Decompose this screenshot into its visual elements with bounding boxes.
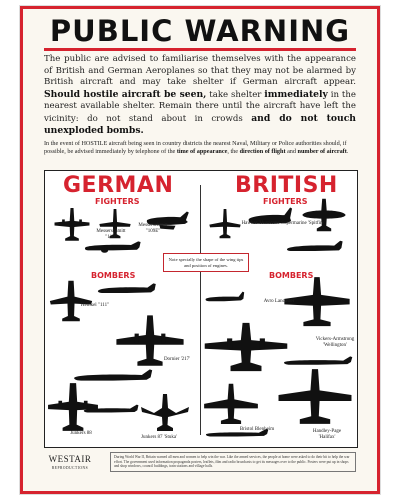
intro-text-1: The public are advised to familiarise themselves with the appearance of British and German Aeroplanes so that they may not be alarmed by British aircraft and may take shelter if German aircraft appear. xyxy=(44,54,356,87)
german-title: GERMAN xyxy=(63,173,174,198)
poster-frame-right xyxy=(377,6,380,494)
advice-text-2: , the xyxy=(227,148,240,156)
german-bombers-heading: BOMBERS xyxy=(91,271,136,280)
advice-bold-1: time of appearance xyxy=(176,148,228,156)
me109-label: Messerschmitt "109E" xyxy=(138,223,168,234)
spitfire-label: Supermarine 'Spitfire' xyxy=(281,221,325,226)
warning-poster xyxy=(20,6,380,494)
logo-subtitle: REPRODUCTIONS xyxy=(51,466,89,470)
headline-rule xyxy=(44,48,356,51)
poster-footer xyxy=(44,450,356,486)
dornier-label: Dornier '217' xyxy=(163,357,191,362)
wing-tip-note: Note specially the shape of the wing tips and position of engines. xyxy=(163,253,249,272)
aircraft-identification-chart xyxy=(44,170,358,448)
history-footnote: During World War II, Britain warned all men and women to help win the war. Like the armed services, the people at home were asked to do their bit to help the war effort. The government used information propaganda posters, leaflets, film and radio broadcasts to get its messages over to the public. Posters were put up in shops and shop windows, council buildings, train stations and village halls. xyxy=(110,452,356,472)
me109-side-silhouette xyxy=(141,203,191,241)
advice-text-4: . xyxy=(346,148,349,156)
westair-logo xyxy=(44,450,96,478)
blenheim-top-silhouette xyxy=(203,381,259,429)
advice-paragraph xyxy=(44,140,356,157)
hurricane-top-silhouette xyxy=(205,207,245,241)
heinkel-side-silhouette xyxy=(97,281,157,299)
intro-bold-2: immediately xyxy=(264,88,328,100)
advice-bold-2: direction of flight xyxy=(239,148,286,156)
advice-text-3: and xyxy=(285,148,298,156)
ju88-label: Junkers 88 xyxy=(70,431,92,436)
heinkel-top-silhouette xyxy=(49,279,93,323)
intro-bold-1: Should hostile aircraft be seen, xyxy=(44,88,207,100)
poster-frame-left xyxy=(20,6,23,494)
wellington-label: Vickers-Armstrong 'Wellington' xyxy=(315,337,355,348)
me110-label: Messerschmitt "110" xyxy=(96,229,126,240)
intro-text-3: in the nearest available shelter. Remain there until the aircraft have left the vicinity: do not stand about in crowds xyxy=(44,89,356,124)
ju88-side-silhouette xyxy=(81,403,141,417)
poster-frame-top xyxy=(20,6,380,9)
hurricane-label: Hawker 'Hurricane' xyxy=(241,221,281,226)
intro-text-2: take shelter xyxy=(206,89,265,100)
intro-paragraph xyxy=(44,54,356,138)
british-title: BRITISH xyxy=(235,173,338,198)
heinkel-label: Heinkel "111" xyxy=(80,303,110,308)
me110-side-silhouette xyxy=(77,239,149,257)
spitfire-top-silhouette xyxy=(299,197,349,233)
german-fighters-heading: FIGHTERS xyxy=(95,197,140,206)
hurricane-side-silhouette xyxy=(245,199,293,239)
me110-top-silhouette xyxy=(51,205,93,243)
british-fighters-heading: FIGHTERS xyxy=(263,197,308,206)
british-bombers-heading: BOMBERS xyxy=(269,271,314,280)
chart-divider xyxy=(200,185,201,435)
logo-wordmark: WESTAIR xyxy=(48,454,92,464)
lancaster-label: Avro Lancaster xyxy=(263,299,295,304)
advice-bold-3: number of aircraft xyxy=(297,148,347,156)
poster-frame-bottom xyxy=(20,491,380,494)
halifax-top-silhouette xyxy=(277,367,353,429)
halifax-label: Handley-Page 'Halifax' xyxy=(312,429,342,440)
blenheim-label: Bristol Blenheim xyxy=(239,427,275,432)
spitfire-side-silhouette xyxy=(283,239,347,257)
intro-bold-3: and do not touch unexploded bombs. xyxy=(44,112,356,136)
advice-text-1: In the event of HOSTILE aircraft being seen in country districts the nearest Naval, Military or Police authorities should, if possible, be advised immediately by telephone of the xyxy=(44,140,347,156)
poster-headline: PUBLIC WARNING xyxy=(49,14,351,48)
ju87-top-silhouette xyxy=(137,393,193,433)
ju87-label: Junkers 87 'Stuka' xyxy=(141,435,177,440)
lancaster-side-silhouette xyxy=(205,283,245,313)
